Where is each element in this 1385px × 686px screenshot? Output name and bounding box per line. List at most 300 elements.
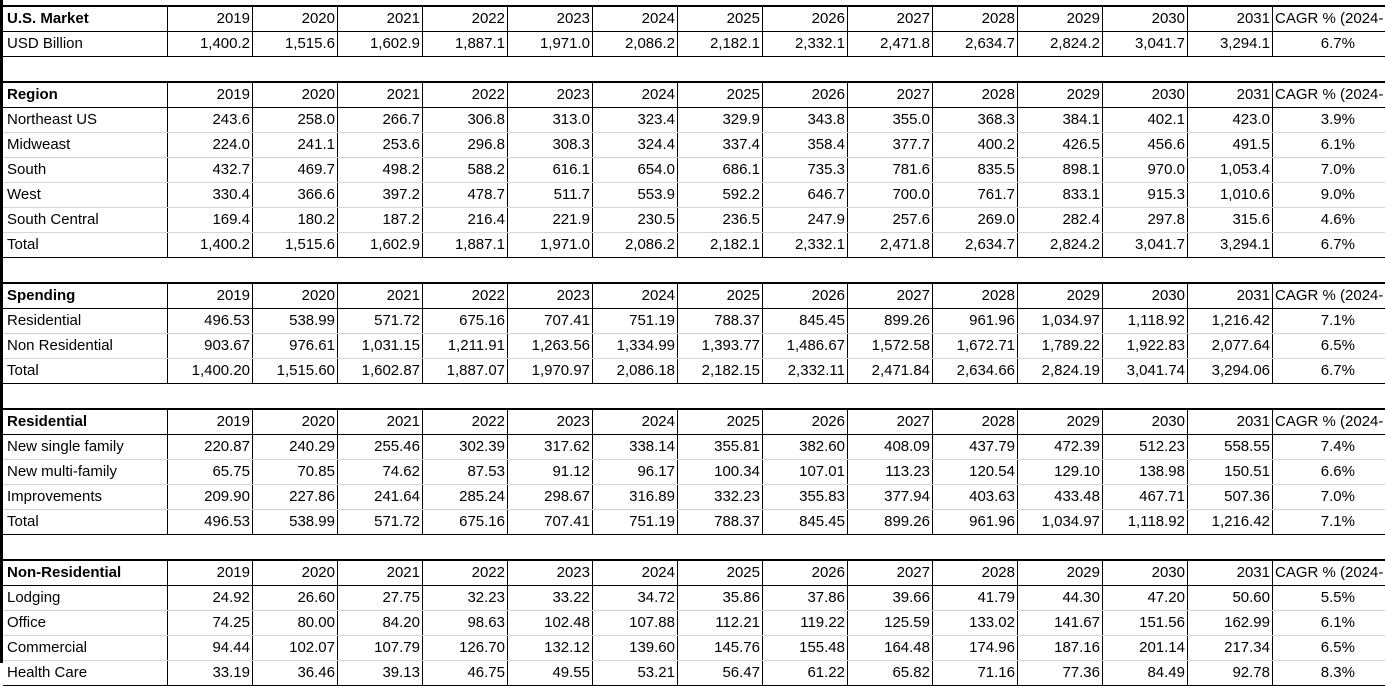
value-cell[interactable]: 337.4	[678, 133, 763, 158]
cagr-value-cell[interactable]: 7.0%	[1273, 158, 1385, 183]
value-cell[interactable]: 313.0	[508, 108, 593, 133]
value-cell[interactable]: 3,294.1	[1188, 233, 1273, 258]
cagr-header-cell[interactable]: CAGR % (2024-	[1273, 6, 1385, 32]
value-cell[interactable]: 102.07	[253, 636, 338, 661]
value-cell[interactable]: 377.94	[848, 485, 933, 510]
value-cell[interactable]: 961.96	[933, 309, 1018, 334]
value-cell[interactable]: 2,086.2	[593, 233, 678, 258]
year-header-cell[interactable]: 2026	[763, 6, 848, 32]
year-header-cell[interactable]: 2026	[763, 82, 848, 108]
year-header-cell[interactable]: 2028	[933, 283, 1018, 309]
value-cell[interactable]: 355.83	[763, 485, 848, 510]
value-cell[interactable]: 1,602.9	[338, 32, 423, 57]
year-header-cell[interactable]: 2025	[678, 560, 763, 586]
row-label-cell[interactable]: Office	[3, 611, 168, 636]
value-cell[interactable]: 1,034.97	[1018, 510, 1103, 535]
row-label-cell[interactable]: Midweast	[3, 133, 168, 158]
value-cell[interactable]: 845.45	[763, 510, 848, 535]
value-cell[interactable]: 107.88	[593, 611, 678, 636]
year-header-cell[interactable]: 2026	[763, 283, 848, 309]
row-label-cell[interactable]: Total	[3, 359, 168, 384]
value-cell[interactable]: 382.60	[763, 435, 848, 460]
value-cell[interactable]: 35.86	[678, 586, 763, 611]
value-cell[interactable]: 317.62	[508, 435, 593, 460]
row-label-cell[interactable]: Improvements	[3, 485, 168, 510]
value-cell[interactable]: 34.72	[593, 586, 678, 611]
value-cell[interactable]: 240.29	[253, 435, 338, 460]
value-cell[interactable]: 400.2	[933, 133, 1018, 158]
row-label-cell[interactable]: Residential	[3, 309, 168, 334]
value-cell[interactable]: 257.6	[848, 208, 933, 233]
value-cell[interactable]: 102.48	[508, 611, 593, 636]
value-cell[interactable]: 478.7	[423, 183, 508, 208]
row-label-cell[interactable]: Total	[3, 510, 168, 535]
value-cell[interactable]: 61.22	[763, 661, 848, 686]
value-cell[interactable]: 126.70	[423, 636, 508, 661]
cagr-value-cell[interactable]: 7.1%	[1273, 309, 1385, 334]
value-cell[interactable]: 84.20	[338, 611, 423, 636]
year-header-cell[interactable]: 2028	[933, 6, 1018, 32]
value-cell[interactable]: 243.6	[168, 108, 253, 133]
value-cell[interactable]: 308.3	[508, 133, 593, 158]
value-cell[interactable]: 355.81	[678, 435, 763, 460]
value-cell[interactable]: 94.44	[168, 636, 253, 661]
value-cell[interactable]: 298.67	[508, 485, 593, 510]
value-cell[interactable]: 2,182.1	[678, 233, 763, 258]
value-cell[interactable]: 845.45	[763, 309, 848, 334]
value-cell[interactable]: 1,602.87	[338, 359, 423, 384]
value-cell[interactable]: 1,393.77	[678, 334, 763, 359]
value-cell[interactable]: 553.9	[593, 183, 678, 208]
value-cell[interactable]: 1,053.4	[1188, 158, 1273, 183]
value-cell[interactable]: 100.34	[678, 460, 763, 485]
value-cell[interactable]: 498.2	[338, 158, 423, 183]
year-header-cell[interactable]: 2021	[338, 82, 423, 108]
row-label-cell[interactable]: Northeast US	[3, 108, 168, 133]
value-cell[interactable]: 56.47	[678, 661, 763, 686]
year-header-cell[interactable]: 2025	[678, 82, 763, 108]
value-cell[interactable]: 112.21	[678, 611, 763, 636]
value-cell[interactable]: 2,634.7	[933, 32, 1018, 57]
value-cell[interactable]: 512.23	[1103, 435, 1188, 460]
year-header-cell[interactable]: 2031	[1188, 560, 1273, 586]
value-cell[interactable]: 571.72	[338, 510, 423, 535]
value-cell[interactable]: 107.79	[338, 636, 423, 661]
year-header-cell[interactable]: 2021	[338, 6, 423, 32]
year-header-cell[interactable]: 2020	[253, 283, 338, 309]
year-header-cell[interactable]: 2023	[508, 6, 593, 32]
cagr-value-cell[interactable]: 6.5%	[1273, 334, 1385, 359]
value-cell[interactable]: 423.0	[1188, 108, 1273, 133]
year-header-cell[interactable]: 2022	[423, 6, 508, 32]
value-cell[interactable]: 511.7	[508, 183, 593, 208]
value-cell[interactable]: 675.16	[423, 309, 508, 334]
year-header-cell[interactable]: 2023	[508, 283, 593, 309]
value-cell[interactable]: 355.0	[848, 108, 933, 133]
year-header-cell[interactable]: 2025	[678, 6, 763, 32]
value-cell[interactable]: 150.51	[1188, 460, 1273, 485]
value-cell[interactable]: 408.09	[848, 435, 933, 460]
value-cell[interactable]: 903.67	[168, 334, 253, 359]
value-cell[interactable]: 241.1	[253, 133, 338, 158]
year-header-cell[interactable]: 2030	[1103, 6, 1188, 32]
cagr-value-cell[interactable]: 7.4%	[1273, 435, 1385, 460]
value-cell[interactable]: 253.6	[338, 133, 423, 158]
value-cell[interactable]: 50.60	[1188, 586, 1273, 611]
value-cell[interactable]: 2,824.2	[1018, 233, 1103, 258]
value-cell[interactable]: 915.3	[1103, 183, 1188, 208]
value-cell[interactable]: 3,041.74	[1103, 359, 1188, 384]
value-cell[interactable]: 675.16	[423, 510, 508, 535]
value-cell[interactable]: 646.7	[763, 183, 848, 208]
value-cell[interactable]: 227.86	[253, 485, 338, 510]
value-cell[interactable]: 132.12	[508, 636, 593, 661]
value-cell[interactable]: 41.79	[933, 586, 1018, 611]
value-cell[interactable]: 2,086.18	[593, 359, 678, 384]
year-header-cell[interactable]: 2030	[1103, 82, 1188, 108]
value-cell[interactable]: 324.4	[593, 133, 678, 158]
value-cell[interactable]: 402.1	[1103, 108, 1188, 133]
cagr-value-cell[interactable]: 6.5%	[1273, 636, 1385, 661]
value-cell[interactable]: 377.7	[848, 133, 933, 158]
value-cell[interactable]: 616.1	[508, 158, 593, 183]
value-cell[interactable]: 1,400.2	[168, 32, 253, 57]
value-cell[interactable]: 133.02	[933, 611, 1018, 636]
value-cell[interactable]: 3,294.1	[1188, 32, 1273, 57]
value-cell[interactable]: 70.85	[253, 460, 338, 485]
year-header-cell[interactable]: 2031	[1188, 82, 1273, 108]
value-cell[interactable]: 2,471.8	[848, 32, 933, 57]
value-cell[interactable]: 26.60	[253, 586, 338, 611]
year-header-cell[interactable]: 2028	[933, 409, 1018, 435]
value-cell[interactable]: 209.90	[168, 485, 253, 510]
value-cell[interactable]: 217.34	[1188, 636, 1273, 661]
value-cell[interactable]: 77.36	[1018, 661, 1103, 686]
cagr-value-cell[interactable]: 6.7%	[1273, 359, 1385, 384]
value-cell[interactable]: 1,263.56	[508, 334, 593, 359]
value-cell[interactable]: 833.1	[1018, 183, 1103, 208]
year-header-cell[interactable]: 2024	[593, 409, 678, 435]
value-cell[interactable]: 230.5	[593, 208, 678, 233]
value-cell[interactable]: 139.60	[593, 636, 678, 661]
year-header-cell[interactable]: 2027	[848, 6, 933, 32]
year-header-cell[interactable]: 2020	[253, 409, 338, 435]
cagr-value-cell[interactable]: 9.0%	[1273, 183, 1385, 208]
row-label-cell[interactable]: New single family	[3, 435, 168, 460]
value-cell[interactable]: 2,634.66	[933, 359, 1018, 384]
value-cell[interactable]: 2,471.8	[848, 233, 933, 258]
value-cell[interactable]: 469.7	[253, 158, 338, 183]
value-cell[interactable]: 472.39	[1018, 435, 1103, 460]
value-cell[interactable]: 32.23	[423, 586, 508, 611]
cagr-value-cell[interactable]: 3.9%	[1273, 108, 1385, 133]
value-cell[interactable]: 1,486.67	[763, 334, 848, 359]
year-header-cell[interactable]: 2028	[933, 82, 1018, 108]
value-cell[interactable]: 119.22	[763, 611, 848, 636]
value-cell[interactable]: 2,182.1	[678, 32, 763, 57]
value-cell[interactable]: 2,824.2	[1018, 32, 1103, 57]
cagr-header-cell[interactable]: CAGR % (2024-	[1273, 82, 1385, 108]
value-cell[interactable]: 2,086.2	[593, 32, 678, 57]
value-cell[interactable]: 36.46	[253, 661, 338, 686]
value-cell[interactable]: 781.6	[848, 158, 933, 183]
value-cell[interactable]: 162.99	[1188, 611, 1273, 636]
value-cell[interactable]: 27.75	[338, 586, 423, 611]
cagr-header-cell[interactable]: CAGR % (2024-	[1273, 560, 1385, 586]
value-cell[interactable]: 751.19	[593, 510, 678, 535]
value-cell[interactable]: 1,118.92	[1103, 510, 1188, 535]
year-header-cell[interactable]: 2020	[253, 560, 338, 586]
row-label-cell[interactable]: Health Care	[3, 661, 168, 686]
value-cell[interactable]: 735.3	[763, 158, 848, 183]
value-cell[interactable]: 1,922.83	[1103, 334, 1188, 359]
value-cell[interactable]: 3,294.06	[1188, 359, 1273, 384]
value-cell[interactable]: 2,332.1	[763, 32, 848, 57]
value-cell[interactable]: 1,789.22	[1018, 334, 1103, 359]
year-header-cell[interactable]: 2021	[338, 409, 423, 435]
value-cell[interactable]: 1,515.60	[253, 359, 338, 384]
cagr-header-cell[interactable]: CAGR % (2024-	[1273, 283, 1385, 309]
value-cell[interactable]: 1,515.6	[253, 32, 338, 57]
value-cell[interactable]: 788.37	[678, 309, 763, 334]
value-cell[interactable]: 788.37	[678, 510, 763, 535]
value-cell[interactable]: 47.20	[1103, 586, 1188, 611]
value-cell[interactable]: 899.26	[848, 510, 933, 535]
year-header-cell[interactable]: 2021	[338, 560, 423, 586]
value-cell[interactable]: 138.98	[1103, 460, 1188, 485]
year-header-cell[interactable]: 2027	[848, 82, 933, 108]
value-cell[interactable]: 306.8	[423, 108, 508, 133]
value-cell[interactable]: 2,824.19	[1018, 359, 1103, 384]
section-title[interactable]: U.S. Market	[3, 6, 168, 32]
value-cell[interactable]: 397.2	[338, 183, 423, 208]
cagr-value-cell[interactable]: 6.1%	[1273, 611, 1385, 636]
value-cell[interactable]: 1,031.15	[338, 334, 423, 359]
value-cell[interactable]: 180.2	[253, 208, 338, 233]
value-cell[interactable]: 456.6	[1103, 133, 1188, 158]
row-label-cell[interactable]: South	[3, 158, 168, 183]
value-cell[interactable]: 491.5	[1188, 133, 1273, 158]
value-cell[interactable]: 169.4	[168, 208, 253, 233]
value-cell[interactable]: 187.16	[1018, 636, 1103, 661]
year-header-cell[interactable]: 2029	[1018, 409, 1103, 435]
value-cell[interactable]: 899.26	[848, 309, 933, 334]
section-title[interactable]: Spending	[3, 283, 168, 309]
value-cell[interactable]: 296.8	[423, 133, 508, 158]
value-cell[interactable]: 507.36	[1188, 485, 1273, 510]
value-cell[interactable]: 33.19	[168, 661, 253, 686]
value-cell[interactable]: 164.48	[848, 636, 933, 661]
value-cell[interactable]: 39.13	[338, 661, 423, 686]
year-header-cell[interactable]: 2023	[508, 560, 593, 586]
cagr-header-cell[interactable]: CAGR % (2024-	[1273, 409, 1385, 435]
value-cell[interactable]: 332.23	[678, 485, 763, 510]
section-title[interactable]: Residential	[3, 409, 168, 435]
value-cell[interactable]: 49.55	[508, 661, 593, 686]
value-cell[interactable]: 46.75	[423, 661, 508, 686]
row-label-cell[interactable]: New multi-family	[3, 460, 168, 485]
value-cell[interactable]: 236.5	[678, 208, 763, 233]
value-cell[interactable]: 37.86	[763, 586, 848, 611]
year-header-cell[interactable]: 2019	[168, 82, 253, 108]
value-cell[interactable]: 297.8	[1103, 208, 1188, 233]
value-cell[interactable]: 98.63	[423, 611, 508, 636]
value-cell[interactable]: 1,515.6	[253, 233, 338, 258]
value-cell[interactable]: 1,118.92	[1103, 309, 1188, 334]
value-cell[interactable]: 1,572.58	[848, 334, 933, 359]
year-header-cell[interactable]: 2030	[1103, 409, 1188, 435]
year-header-cell[interactable]: 2021	[338, 283, 423, 309]
value-cell[interactable]: 216.4	[423, 208, 508, 233]
value-cell[interactable]: 65.75	[168, 460, 253, 485]
value-cell[interactable]: 269.0	[933, 208, 1018, 233]
row-label-cell[interactable]: West	[3, 183, 168, 208]
value-cell[interactable]: 2,634.7	[933, 233, 1018, 258]
value-cell[interactable]: 588.2	[423, 158, 508, 183]
year-header-cell[interactable]: 2029	[1018, 560, 1103, 586]
value-cell[interactable]: 2,332.1	[763, 233, 848, 258]
value-cell[interactable]: 761.7	[933, 183, 1018, 208]
row-label-cell[interactable]: Lodging	[3, 586, 168, 611]
value-cell[interactable]: 113.23	[848, 460, 933, 485]
value-cell[interactable]: 384.1	[1018, 108, 1103, 133]
value-cell[interactable]: 961.96	[933, 510, 1018, 535]
value-cell[interactable]: 338.14	[593, 435, 678, 460]
value-cell[interactable]: 432.7	[168, 158, 253, 183]
value-cell[interactable]: 496.53	[168, 309, 253, 334]
value-cell[interactable]: 329.9	[678, 108, 763, 133]
year-header-cell[interactable]: 2025	[678, 409, 763, 435]
year-header-cell[interactable]: 2029	[1018, 283, 1103, 309]
value-cell[interactable]: 1,216.42	[1188, 510, 1273, 535]
year-header-cell[interactable]: 2019	[168, 409, 253, 435]
value-cell[interactable]: 220.87	[168, 435, 253, 460]
year-header-cell[interactable]: 2029	[1018, 82, 1103, 108]
value-cell[interactable]: 129.10	[1018, 460, 1103, 485]
value-cell[interactable]: 433.48	[1018, 485, 1103, 510]
year-header-cell[interactable]: 2027	[848, 409, 933, 435]
year-header-cell[interactable]: 2020	[253, 82, 338, 108]
year-header-cell[interactable]: 2024	[593, 6, 678, 32]
value-cell[interactable]: 155.48	[763, 636, 848, 661]
value-cell[interactable]: 247.9	[763, 208, 848, 233]
cagr-value-cell[interactable]: 4.6%	[1273, 208, 1385, 233]
value-cell[interactable]: 151.56	[1103, 611, 1188, 636]
value-cell[interactable]: 976.61	[253, 334, 338, 359]
value-cell[interactable]: 53.21	[593, 661, 678, 686]
value-cell[interactable]: 366.6	[253, 183, 338, 208]
value-cell[interactable]: 24.92	[168, 586, 253, 611]
value-cell[interactable]: 224.0	[168, 133, 253, 158]
year-header-cell[interactable]: 2024	[593, 283, 678, 309]
value-cell[interactable]: 1,970.97	[508, 359, 593, 384]
year-header-cell[interactable]: 2024	[593, 560, 678, 586]
row-label-cell[interactable]: Total	[3, 233, 168, 258]
value-cell[interactable]: 71.16	[933, 661, 1018, 686]
value-cell[interactable]: 187.2	[338, 208, 423, 233]
value-cell[interactable]: 2,077.64	[1188, 334, 1273, 359]
value-cell[interactable]: 315.6	[1188, 208, 1273, 233]
year-header-cell[interactable]: 2022	[423, 283, 508, 309]
value-cell[interactable]: 91.12	[508, 460, 593, 485]
value-cell[interactable]: 255.46	[338, 435, 423, 460]
value-cell[interactable]: 1,602.9	[338, 233, 423, 258]
year-header-cell[interactable]: 2028	[933, 560, 1018, 586]
year-header-cell[interactable]: 2023	[508, 409, 593, 435]
value-cell[interactable]: 835.5	[933, 158, 1018, 183]
value-cell[interactable]: 558.55	[1188, 435, 1273, 460]
value-cell[interactable]: 1,216.42	[1188, 309, 1273, 334]
cagr-value-cell[interactable]: 6.7%	[1273, 233, 1385, 258]
value-cell[interactable]: 1,971.0	[508, 233, 593, 258]
row-label-cell[interactable]: USD Billion	[3, 32, 168, 57]
year-header-cell[interactable]: 2025	[678, 283, 763, 309]
value-cell[interactable]: 282.4	[1018, 208, 1103, 233]
value-cell[interactable]: 258.0	[253, 108, 338, 133]
year-header-cell[interactable]: 2022	[423, 560, 508, 586]
value-cell[interactable]: 368.3	[933, 108, 1018, 133]
year-header-cell[interactable]: 2024	[593, 82, 678, 108]
value-cell[interactable]: 266.7	[338, 108, 423, 133]
value-cell[interactable]: 44.30	[1018, 586, 1103, 611]
value-cell[interactable]: 3,041.7	[1103, 233, 1188, 258]
value-cell[interactable]: 898.1	[1018, 158, 1103, 183]
year-header-cell[interactable]: 2023	[508, 82, 593, 108]
year-header-cell[interactable]: 2019	[168, 6, 253, 32]
value-cell[interactable]: 1,887.07	[423, 359, 508, 384]
value-cell[interactable]: 1,334.99	[593, 334, 678, 359]
year-header-cell[interactable]: 2030	[1103, 560, 1188, 586]
value-cell[interactable]: 426.5	[1018, 133, 1103, 158]
value-cell[interactable]: 751.19	[593, 309, 678, 334]
value-cell[interactable]: 1,971.0	[508, 32, 593, 57]
value-cell[interactable]: 174.96	[933, 636, 1018, 661]
year-header-cell[interactable]: 2019	[168, 560, 253, 586]
value-cell[interactable]: 496.53	[168, 510, 253, 535]
value-cell[interactable]: 84.49	[1103, 661, 1188, 686]
year-header-cell[interactable]: 2027	[848, 283, 933, 309]
section-title[interactable]: Non-Residential	[3, 560, 168, 586]
year-header-cell[interactable]: 2026	[763, 560, 848, 586]
year-header-cell[interactable]: 2031	[1188, 6, 1273, 32]
value-cell[interactable]: 2,471.84	[848, 359, 933, 384]
value-cell[interactable]: 302.39	[423, 435, 508, 460]
year-header-cell[interactable]: 2026	[763, 409, 848, 435]
cagr-value-cell[interactable]: 5.5%	[1273, 586, 1385, 611]
row-label-cell[interactable]: Non Residential	[3, 334, 168, 359]
row-label-cell[interactable]: South Central	[3, 208, 168, 233]
year-header-cell[interactable]: 2031	[1188, 409, 1273, 435]
value-cell[interactable]: 1,010.6	[1188, 183, 1273, 208]
value-cell[interactable]: 323.4	[593, 108, 678, 133]
value-cell[interactable]: 1,887.1	[423, 32, 508, 57]
value-cell[interactable]: 707.41	[508, 510, 593, 535]
value-cell[interactable]: 571.72	[338, 309, 423, 334]
value-cell[interactable]: 970.0	[1103, 158, 1188, 183]
value-cell[interactable]: 285.24	[423, 485, 508, 510]
year-header-cell[interactable]: 2020	[253, 6, 338, 32]
value-cell[interactable]: 2,182.15	[678, 359, 763, 384]
value-cell[interactable]: 3,041.7	[1103, 32, 1188, 57]
value-cell[interactable]: 707.41	[508, 309, 593, 334]
value-cell[interactable]: 141.67	[1018, 611, 1103, 636]
value-cell[interactable]: 1,034.97	[1018, 309, 1103, 334]
year-header-cell[interactable]: 2027	[848, 560, 933, 586]
value-cell[interactable]: 65.82	[848, 661, 933, 686]
value-cell[interactable]: 92.78	[1188, 661, 1273, 686]
value-cell[interactable]: 467.71	[1103, 485, 1188, 510]
value-cell[interactable]: 343.8	[763, 108, 848, 133]
